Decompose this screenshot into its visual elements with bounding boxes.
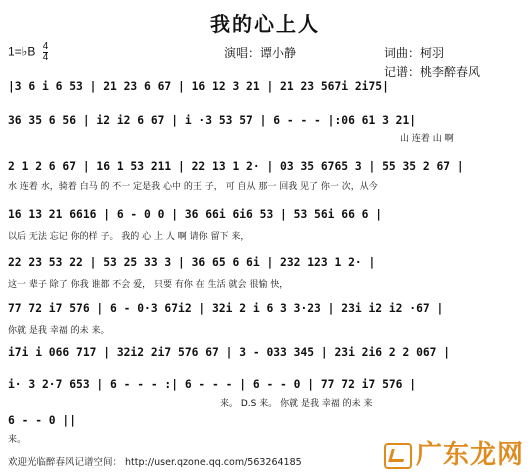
watermark-logo-icon [384, 443, 412, 469]
lyrics-line-9: 来。 [8, 435, 27, 445]
song-title: 我的心上人 [210, 12, 320, 36]
score-line-4: 16 13 21 6616 | 6 - 0 0 | 36 66i 6i6 53 | 53 56i 66 6 | [8, 208, 383, 221]
score-line-6: 77 72 i7 576 | 6 - 0·3 67i2 | 32i 2 i 6 3 3·23 | 23i i2 i2 ·67 | [8, 302, 444, 315]
watermark-text: 广东龙网 [415, 440, 524, 470]
watermark [384, 434, 524, 471]
score-line-5: 22 23 53 22 | 53 25 33 3 | 36 65 6 6i | 232 123 1 2· | [8, 256, 376, 269]
score-line-7: i7i i 066 717 | 32i2 2i7 576 67 | 3 - 033 345 | 23i 2i6 2 2 067 | [8, 346, 451, 359]
lyrics-line-3: 水 连着 水，骑着 白马 的 不一 定是我 心中 的王 子， 可 自从 那一 回我 见了 你一 次，从今 [8, 182, 378, 192]
transcriber-credit: 记谱：桃李醉春风 [384, 65, 481, 79]
score-line-2: 36 35 6 56 | i2 i2 6 67 | i ·3 53 57 | 6 - - - |:06 61 3 21| [8, 114, 417, 127]
lyrics-line-5: 这一 辈子 除了 你我 谁都 不会 爱， 只要 有你 在 生活 就会 很愉 快， [8, 280, 289, 290]
score-line-8: i· 3 2·7 653 | 6 - - - :| 6 - - - | 6 - - 0 | 77 72 i7 576 | [8, 378, 417, 391]
lyrics-line-8: 来。 D.S 来。 你就 是我 幸福 的未 来 [220, 399, 373, 409]
lyrics-line-2: 山 连着 山 啊 [400, 134, 454, 144]
score-line-3: 2 1 2 6 67 | 16 1 53 211 | 22 13 1 2· | 03 35 6765 3 | 55 35 2 67 | [8, 160, 464, 173]
key-text: 1=♭B [8, 44, 36, 59]
footer-credit: 欢迎光临醉春风记谱空间： http://user.qzone.qq.com/563264185 [8, 457, 302, 468]
lyrics-line-6: 你就 是我 幸福 的未 来。 [8, 326, 110, 336]
lyrics-line-4: 以后 无法 忘记 你的样 子。 我的 心 上 人 啊 请你 留下 来， [8, 232, 250, 242]
time-signature [43, 42, 49, 63]
score-line-1: |3 6 i 6 53 | 21 23 6 67 | 16 12 3 21 | 21 23 567i 2i75| [8, 80, 389, 93]
key-signature [8, 42, 48, 63]
score-line-9: 6 - - 0 || [8, 414, 77, 427]
time-sig-bottom: 4 [42, 52, 49, 63]
lyricist-credit: 词曲：柯羽 [384, 46, 445, 60]
time-sig-top: 4 [42, 41, 49, 52]
singer-credit: 演唱：谭小静 [224, 46, 297, 60]
